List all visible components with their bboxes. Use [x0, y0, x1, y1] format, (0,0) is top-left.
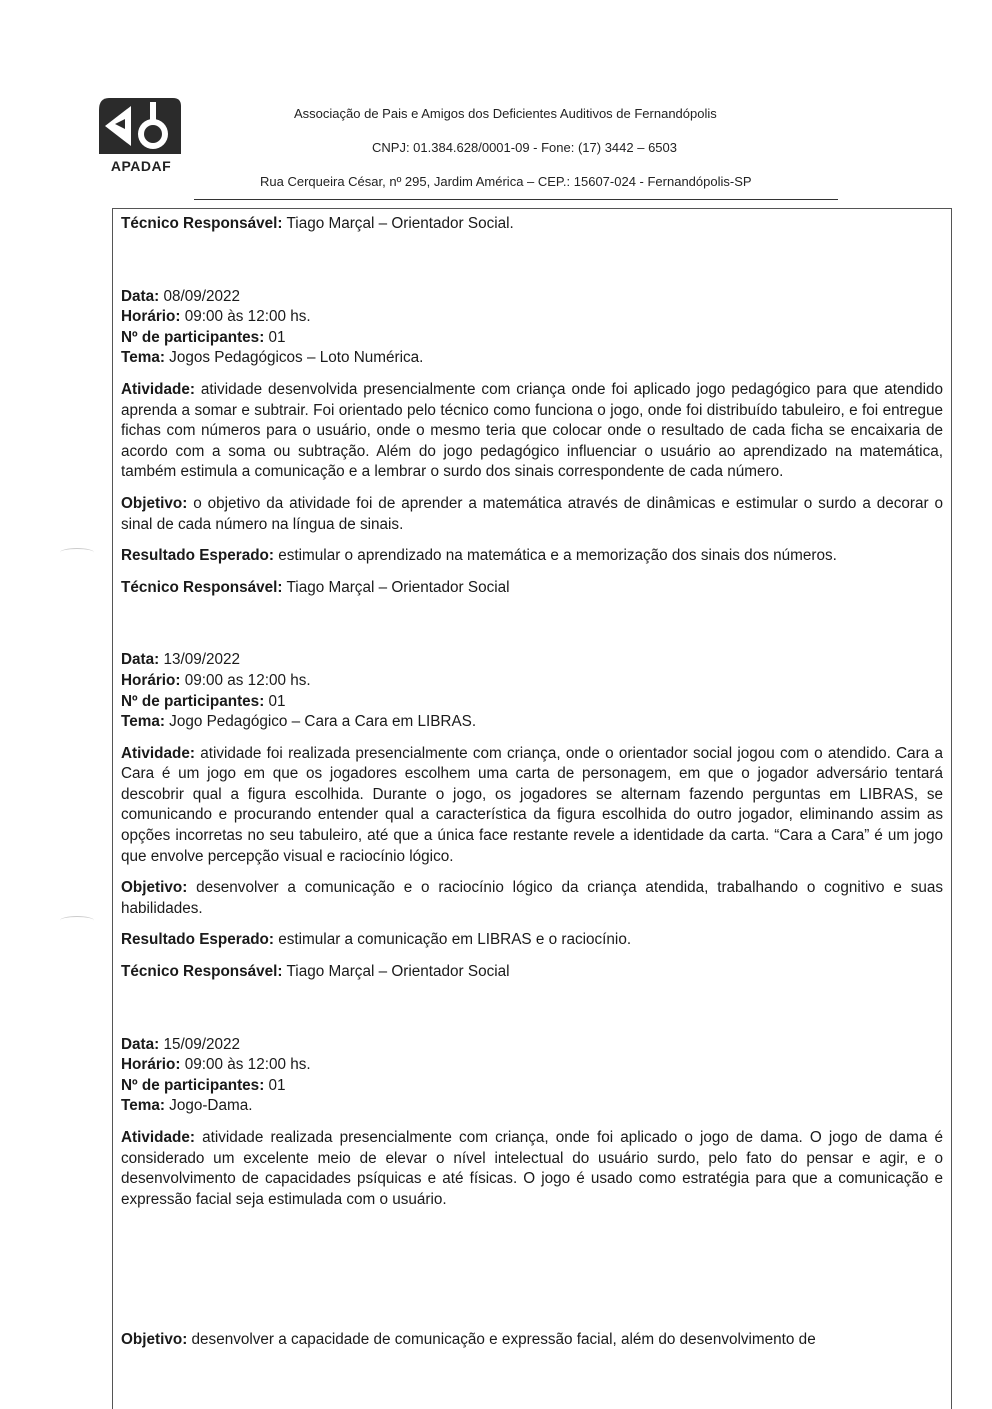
- atividade-paragraph: Atividade: atividade foi realizada presencialmente com criança, onde o orientador social jogou com o atendido. Cara a Cara é um jogo em que os jogadores escolhem uma carta de personagem, em que o jogador adversário tentará descobrir qual a figura escolhida. Durante o jogo, os jogadores se alternam fazendo perguntas em LIBRAS, se comunicando e procurando entender qual a característica da figura escolhida do outro jogador, eliminando assim as opções incorretas no seu tabuleiro, até que a única face restante revele a identidade da carta. “Cara a Cara” é um jogo que envolve percepção visual e raciocínio lógico.: [121, 744, 943, 865]
- data-line: Data: 15/09/2022: [121, 1035, 241, 1053]
- tecnico-line: Técnico Responsável: Tiago Marçal – Orientador Social: [121, 963, 510, 981]
- entry: [121, 1035, 943, 1211]
- participantes-line: Nº de participantes: 01: [121, 692, 286, 710]
- report-body: [121, 214, 943, 1210]
- scan-artifact: [60, 548, 94, 557]
- horario-line: Horário: 09:00 as 12:00 hs.: [121, 671, 311, 689]
- atividade-paragraph: Atividade: atividade desenvolvida presencialmente com criança onde foi aplicado jogo pedagógico para que atendido aprenda a somar e subtrair. Foi orientado pelo técnico como funciona o jogo, onde foi distribuído tabuleiro, e foi entregue fichas com números para o usuário, onde o mesmo teria que colocar onde o resultado de cada ficha se encaixaria de acordo com a soma ou subtração. Além do jogo pedagógico influenciar o usuário ao aprendizado na matemática, também estimula a comunicação e a lembrar o surdo dos sinais correspondente de cada número.: [121, 380, 943, 481]
- data-line: Data: 13/09/2022: [121, 651, 241, 669]
- horario-line: Horário: 09:00 às 12:00 hs.: [121, 308, 311, 326]
- objetivo-paragraph: Objetivo: o objetivo da atividade foi de aprender a matemática através de dinâmicas e estimular o surdo a decorar o sinal de cada número na língua de sinais.: [121, 494, 944, 533]
- logo-wordmark: APADAF: [110, 158, 172, 174]
- atividade-paragraph: Atividade: atividade realizada presencialmente com criança, onde foi aplicado o jogo de dama. O jogo de dama é considerado um excelente meio de elevar o nível intelectual do usuário surdo, pelo fato do pensar e agir, e o desenvolvimento de capacidades psíquicas e até físicas. O jogo é usado como estratégia para que a comunicação e expressão facial seja estimulada com o usuário.: [121, 1129, 943, 1208]
- tema-line: Tema: Jogos Pedagógicos – Loto Numérica.: [121, 349, 424, 367]
- horario-line: Horário: 09:00 às 12:00 hs.: [121, 1056, 311, 1074]
- objetivo-paragraph: Objetivo: desenvolver a comunicação e o raciocínio lógico da criança atendida, trabalhando o cognitivo e suas habilidades.: [121, 879, 944, 917]
- participantes-line: Nº de participantes: 01: [121, 328, 286, 346]
- objetivo-paragraph-cut: Objetivo: desenvolver a capacidade de comunicação e expressão facial, além do desenvolvimento de: [121, 1331, 816, 1348]
- resultado-paragraph: Resultado Esperado: estimular o aprendizado na matemática e a memorização dos sinais dos números.: [121, 547, 837, 565]
- entry: [121, 287, 943, 599]
- cnpj-phone: CNPJ: 01.384.628/0001-09 - Fone: (17) 3442 – 6503: [372, 140, 677, 155]
- tema-line: Tema: Jogo-Dama.: [121, 1097, 253, 1115]
- resultado-paragraph: Resultado Esperado: estimular a comunicação em LIBRAS e o raciocínio.: [121, 931, 632, 949]
- address: Rua Cerqueira César, nº 295, Jardim América – CEP.: 15607-024 - Fernandópolis-SP: [260, 174, 752, 189]
- tecnico-line: Técnico Responsável: Tiago Marçal – Orientador Social: [121, 578, 510, 596]
- header-divider: [194, 199, 838, 200]
- tecnico-line: Técnico Responsável: Tiago Marçal – Orientador Social.: [121, 215, 514, 232]
- data-line: Data: 08/09/2022: [121, 287, 241, 305]
- scan-artifact: [60, 916, 94, 925]
- participantes-line: Nº de participantes: 01: [121, 1076, 286, 1094]
- entry: [121, 650, 943, 982]
- association-name: Associação de Pais e Amigos dos Deficientes Auditivos de Fernandópolis: [294, 106, 717, 121]
- tema-line: Tema: Jogo Pedagógico – Cara a Cara em LIBRAS.: [121, 713, 477, 731]
